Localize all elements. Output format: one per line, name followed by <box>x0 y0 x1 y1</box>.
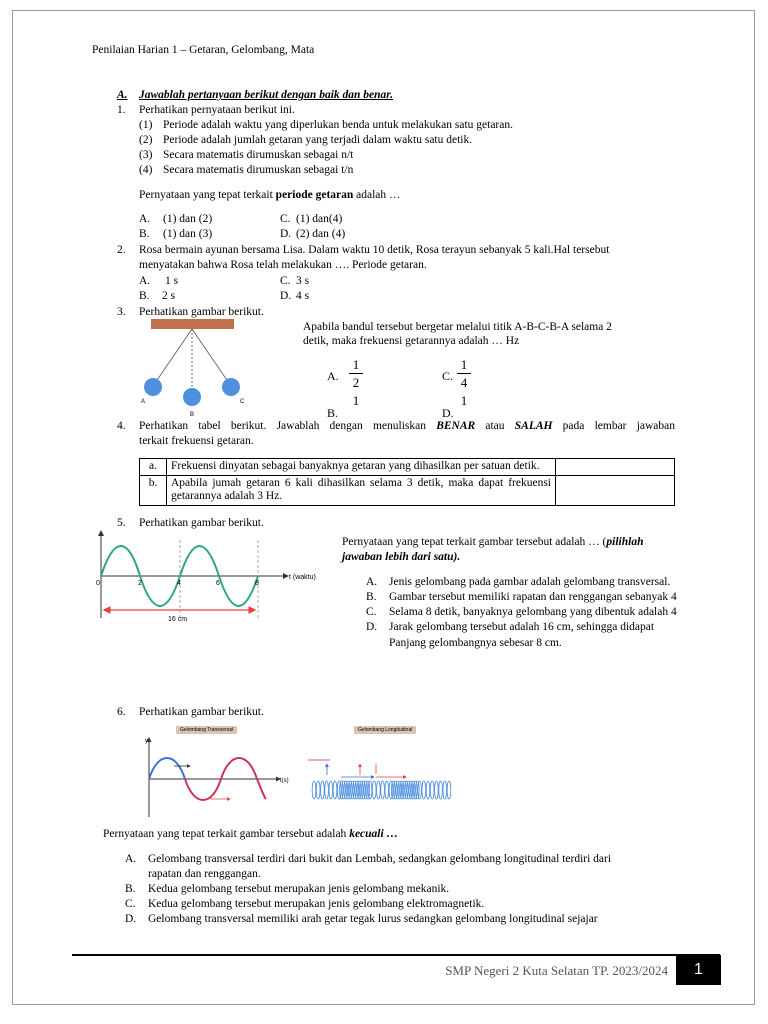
q1-statement-text: Periode adalah waktu yang diperlukan benda untuk melakukan satu getaran. <box>163 119 513 131</box>
q3-text-line2: detik, maka frekuensi getarannya adalah … Hz <box>303 335 520 347</box>
q2-option-d-label: D. <box>280 290 292 302</box>
fraction-numerator: 1 <box>460 393 468 408</box>
q3-stem: Perhatikan gambar berikut. <box>139 306 264 318</box>
spring-coils <box>312 781 451 799</box>
q1-option-d: (2) dan (4) <box>296 228 346 240</box>
spring-coil <box>439 781 443 799</box>
fraction-bar <box>457 373 471 374</box>
table-cell-label: b. <box>140 475 167 505</box>
q6-option-label: A. <box>125 853 137 865</box>
pendulum-label-a: A <box>141 399 146 405</box>
q5-option-label: D. <box>366 621 378 633</box>
q3-text-line1: Apabila bandul tersebut bergetar melalui titik A-B-C-B-A selama 2 <box>303 321 612 333</box>
q3-option-d-label: D. <box>442 406 454 420</box>
q5-option-label: A. <box>366 576 378 588</box>
q2-option-a: 1 s <box>165 275 179 287</box>
q6-option-text: Kedua gelombang tersebut merupakan jenis gelombang elektromagnetik. <box>148 898 485 910</box>
spring-coil <box>381 781 385 799</box>
wave-crest-blue <box>149 758 185 779</box>
q1-statement-num: (4) <box>139 164 153 176</box>
section-instruction: Jawablah pertanyaan berikut dengan baik dan benar. <box>139 89 393 101</box>
q6-option-label: B. <box>125 883 136 895</box>
q5-option-text: Selama 8 detik, banyaknya gelombang yang dibentuk adalah 4 <box>389 606 677 618</box>
pendulum-bob-a <box>144 378 162 396</box>
q1-option-c: (1) dan(4) <box>296 213 343 225</box>
section-letter: A. <box>117 89 128 101</box>
fraction-bar <box>349 373 363 374</box>
fraction-numerator: 1 <box>352 357 360 372</box>
pendulum-bob-b <box>183 388 201 406</box>
q6-option-label: D. <box>125 913 137 925</box>
q2-option-b-label: B. <box>139 290 150 302</box>
fraction-numerator: 1 <box>352 393 360 408</box>
q5-option-text: Jarak gelombang tersebut adalah 16 cm, sehingga didapat <box>389 621 655 633</box>
q4-table <box>139 458 675 506</box>
tick-label: 0 <box>96 580 100 587</box>
q2-number: 2. <box>117 244 126 256</box>
fraction-denominator: 4 <box>460 375 468 390</box>
q4-intro-line2: terkait frekuensi getaran. <box>139 435 254 447</box>
q1-statement-text: Secara matematis dirumuskan sebagai n/t <box>163 149 354 161</box>
tick-label: 4 <box>177 580 181 587</box>
q1-statement-text: Periode adalah jumlah getaran yang terjadi dalam waktu satu detik. <box>163 134 473 146</box>
spring-coil <box>333 781 337 799</box>
q5-wave-graph <box>88 528 328 628</box>
table-cell-statement: Frekuensi dinyatan sebagai banyaknya getaran yang dihasilkan per satuan detik. <box>167 459 556 476</box>
table-cell-answer[interactable] <box>556 475 675 505</box>
q6-option-text: Kedua gelombang tersebut merupakan jenis gelombang mekanik. <box>148 883 450 895</box>
q2-line2: menyatakan bahwa Rosa telah melakukan …. Periode getaran. <box>139 259 427 271</box>
q1-statement-num: (1) <box>139 119 153 131</box>
q3-option-a-label: A. <box>327 369 339 383</box>
q2-line1: Rosa bermain ayunan bersama Lisa. Dalam waktu 10 detik, Rosa terayun sebanyak 5 kali.Hal tersebut <box>139 244 610 256</box>
q3-option-b-fraction <box>349 393 363 408</box>
q1-stem: Perhatikan pernyataan berikut ini. <box>139 104 295 116</box>
tag-longitudinal: Gelombang Longitudinal <box>354 726 416 734</box>
spring-coil <box>329 781 333 799</box>
q5-prompt-line2: jawaban lebih dari satu). <box>342 551 461 563</box>
q5-option-label: C. <box>366 606 377 618</box>
q2-option-b: 2 s <box>162 290 176 302</box>
q3-option-b-label: B. <box>327 406 339 420</box>
page-number: 1 <box>676 955 721 985</box>
q1-number: 1. <box>117 104 126 116</box>
longitudinal-wave-figure <box>306 752 452 802</box>
tick-label: 8 <box>255 580 259 587</box>
q1-option-c-label: C. <box>280 213 291 225</box>
q4-number: 4. <box>117 420 126 432</box>
q2-option-c: 3 s <box>296 275 310 287</box>
q2-option-d: 4 s <box>296 290 310 302</box>
q6-option-label: C. <box>125 898 136 910</box>
q6-option-text: Gelombang transversal memiliki arah getar tegak lurus sedangkan gelombang longitudinal sejajar <box>148 913 598 925</box>
spring-coil <box>321 781 325 799</box>
spring-coil <box>443 781 447 799</box>
spring-coil <box>325 781 329 799</box>
q6-option-a-line2: rapatan dan renggangan. <box>148 868 261 880</box>
spring-coil <box>385 781 389 799</box>
q5-prompt-line1: Pernyataan yang tepat terkait gambar tersebut adalah … (pilihlah <box>342 536 644 548</box>
spring-coil <box>316 781 320 799</box>
tag-transversal: Gelombang Transversal <box>176 726 237 734</box>
q2-option-a-label: A. <box>139 275 151 287</box>
table-cell-answer[interactable] <box>556 459 675 476</box>
table-row <box>140 459 675 476</box>
spring-coil <box>447 781 451 799</box>
q6-prompt: Pernyataan yang tepat terkait gambar tersebut adalah kecuali … <box>103 828 399 840</box>
y-axis-label: y <box>145 738 148 744</box>
q5-option-label: B. <box>366 591 377 603</box>
x-axis-label: t(s) <box>280 778 289 784</box>
spring-coil <box>372 781 376 799</box>
pendulum-label-c: C <box>240 399 245 405</box>
q5-option-d-line2: Panjang gelombangnya sebesar 8 cm. <box>389 637 562 649</box>
q3-option-c-fraction <box>457 357 471 390</box>
spring-coil <box>426 781 430 799</box>
q1-option-a-label: A. <box>139 213 151 225</box>
q3-options <box>300 355 500 420</box>
q1-statement-num: (3) <box>139 149 153 161</box>
spring-coil <box>430 781 434 799</box>
pendulum-string-c <box>192 329 231 386</box>
table-row <box>140 475 675 505</box>
q4-intro: Perhatikan tabel berikut. Jawablah dengan menuliskan BENAR atau SALAH pada lembar jawaban <box>139 420 676 432</box>
spring-coil <box>312 781 316 799</box>
q5-number: 5. <box>117 517 126 529</box>
q3-option-a-fraction <box>349 357 363 390</box>
q1-option-a: (1) dan (2) <box>163 213 213 225</box>
spring-coil <box>422 781 426 799</box>
document-header: Penilaian Harian 1 – Getaran, Gelombang, Mata <box>92 44 315 56</box>
x-axis-label: t (waktu) <box>289 574 316 581</box>
length-label: 16 cm <box>168 616 188 623</box>
q1-question: Pernyataan yang tepat terkait periode getaran adalah … <box>139 189 401 201</box>
q1-option-b-label: B. <box>139 228 150 240</box>
pendulum-label-b: B <box>190 412 195 418</box>
tick-label: 2 <box>138 580 142 587</box>
q1-option-d-label: D. <box>280 228 292 240</box>
q1-statement-text: Secara matematis dirumuskan sebagai t/n <box>163 164 354 176</box>
pendulum-figure <box>136 316 246 420</box>
tick-label: 6 <box>216 580 220 587</box>
table-cell-label: a. <box>140 459 167 476</box>
table-cell-statement: Apabila jumah getaran 6 kali dihasilkan selama 3 detik, maka dapat frekuensi getarannya adalah 3 Hz. <box>167 475 556 505</box>
q5-option-text: Jenis gelombang pada gambar adalah gelombang transversal. <box>389 576 671 588</box>
fraction-numerator: 1 <box>460 357 468 372</box>
q1-statement-num: (2) <box>139 134 153 146</box>
q6-number: 6. <box>117 706 126 718</box>
transversal-wave-figure <box>140 733 300 819</box>
pendulum-string-a <box>153 329 192 386</box>
q1-option-b: (1) dan (3) <box>163 228 213 240</box>
pendulum-support-bar <box>151 319 234 329</box>
q3-option-d-fraction <box>457 393 471 408</box>
fraction-denominator: 2 <box>352 375 360 390</box>
q5-option-text: Gambar tersebut memiliki rapatan dan renggangan sebanyak 4 <box>389 591 677 603</box>
spring-coil <box>377 781 381 799</box>
pendulum-bob-c <box>222 378 240 396</box>
q6-stem: Perhatikan gambar berikut. <box>139 706 264 718</box>
footer-school: SMP Negeri 2 Kuta Selatan TP. 2023/2024 <box>445 963 668 978</box>
q3-option-c-label: C. <box>442 369 454 383</box>
q2-option-c-label: C. <box>280 275 291 287</box>
q6-option-text: Gelombang transversal terdiri dari bukit dan Lembah, sedangkan gelombang longitudinal terdiri dari <box>148 853 612 865</box>
q3-number: 3. <box>117 306 126 318</box>
footer-rule <box>72 954 720 956</box>
spring-coil <box>435 781 439 799</box>
q5-stem: Perhatikan gambar berikut. <box>139 517 264 529</box>
